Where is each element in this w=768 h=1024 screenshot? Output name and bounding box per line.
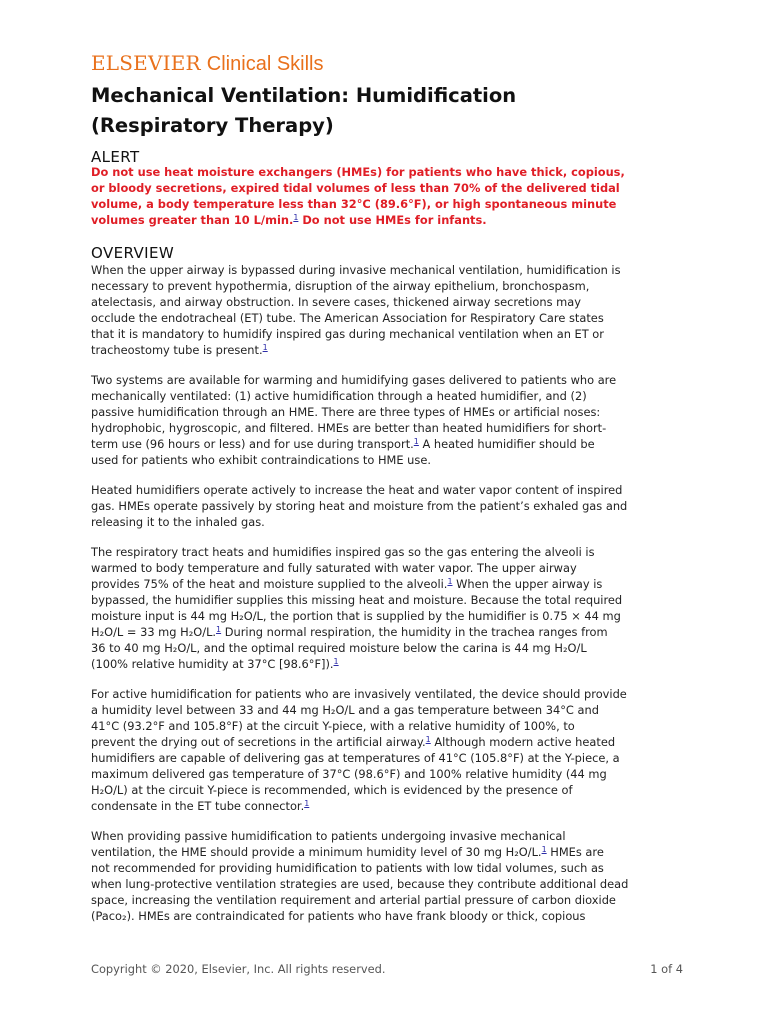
reference-link[interactable]: 1 (447, 577, 453, 587)
page-footer (91, 961, 683, 977)
overview-heading: OVERVIEW (91, 244, 175, 262)
text-line: not recommended for providing humidification to patients with low tidal volumes, such as (91, 861, 604, 875)
overview-paragraph (91, 372, 628, 468)
text-line: H₂O/L) at the circuit Y-piece is recommended, which is evidenced by the presence of (91, 783, 573, 797)
reference-link[interactable]: 1 (293, 213, 299, 223)
text-line: ventilation, the HME should provide a minimum humidity level of 30 mg H₂O/L.$^1$ HMEs are (91, 845, 604, 859)
text-line: hydrophobic, hygroscopic, and filtered. HMEs are better than heated humidifiers for short- (91, 421, 607, 435)
alert-text (91, 164, 625, 228)
text-line: Do not use heat moisture exchangers (HMEs) for patients who have thick, copious, (91, 165, 625, 179)
text-line: passive humidification through an HME. There are three types of HMEs or artificial noses: (91, 405, 601, 419)
reference-superscript (414, 437, 419, 446)
reference-link[interactable]: 1 (304, 799, 310, 809)
text-line: atelectasis, and airway obstruction. In severe cases, thickened airway secretions may (91, 295, 581, 309)
overview-paragraph (91, 482, 628, 530)
text-line: when lung-protective ventilation strategies are used, because they contribute additional dead (91, 877, 629, 891)
text-line: necessary to prevent hypothermia, disruption of the airway epithelium, bronchospasm, (91, 279, 590, 293)
text-line: condensate in the ET tube connector.$^1$ (91, 799, 310, 813)
text-line: releasing it to the inhaled gas. (91, 515, 265, 529)
overview-paragraph (91, 686, 628, 814)
text-line: (100% relative humidity at 37°C [98.6°F]).$^1$ (91, 657, 339, 671)
page-title-line: (Respiratory Therapy) (91, 114, 334, 137)
text-line: used for patients who exhibit contraindications to HME use. (91, 453, 431, 467)
text-line: occlude the endotracheal (ET) tube. The American Association for Respiratory Care states (91, 311, 604, 325)
text-line: or bloody secretions, expired tidal volumes of less than 70% of the delivered tidal (91, 181, 620, 195)
text-line: warmed to body temperature and fully saturated with water vapor. The upper airway (91, 561, 577, 575)
reference-superscript (334, 657, 339, 666)
brand-logo (91, 50, 324, 78)
text-line: moisture input is 44 mg H₂O/L, the portion that is supplied by the humidifier is 0.75 × 44 mg (91, 609, 621, 623)
text-line: mechanically ventilated: (1) active humidification through a heated humidifier, and (2) (91, 389, 587, 403)
reference-superscript (426, 735, 431, 744)
overview-paragraph (91, 544, 628, 672)
text-line: bypassed, the humidifier supplies this missing heat and moisture. Because the total required (91, 593, 623, 607)
text-line: gas. HMEs operate passively by storing heat and moisture from the patient’s exhaled gas and (91, 499, 628, 513)
reference-link[interactable]: 1 (262, 343, 268, 353)
reference-link[interactable]: 1 (413, 437, 419, 447)
text-line: maximum delivered gas temperature of 37°C (98.6°F) and 100% relative humidity (44 mg (91, 767, 607, 781)
brand-name: ELSEVIER (91, 51, 201, 75)
reference-link[interactable]: 1 (216, 625, 222, 635)
reference-link[interactable]: 1 (541, 845, 547, 855)
text-line: provides 75% of the heat and moisture supplied to the alveoli.$^1$ When the upper airway is (91, 577, 603, 591)
page-title-line: Mechanical Ventilation: Humidification (91, 84, 517, 107)
text-line: For active humidification for patients who are invasively ventilated, the device should provide (91, 687, 627, 701)
overview-paragraph (91, 262, 628, 358)
text-line: volumes greater than 10 L/min.$^1$ Do not use HMEs for infants. (91, 213, 487, 227)
overview-paragraph (91, 828, 628, 924)
text-line: When providing passive humidification to patients undergoing invasive mechanical (91, 829, 566, 843)
text-line: The respiratory tract heats and humidifies inspired gas so the gas entering the alveoli is (91, 545, 595, 559)
text-line: a humidity level between 33 and 44 mg H₂O/L and a gas temperature between 34°C and (91, 703, 599, 717)
text-line: term use (96 hours or less) and for use during transport.$^1$ A heated humidifier should be (91, 437, 595, 451)
text-line: humidifiers are capable of delivering gas at temperatures of 41°C (105.8°F) at the Y-piece, a (91, 751, 620, 765)
reference-superscript (447, 577, 452, 586)
reference-link[interactable]: 1 (333, 657, 339, 667)
text-line: When the upper airway is bypassed during invasive mechanical ventilation, humidification is (91, 263, 621, 277)
text-line: that it is mandatory to humidify inspired gas during mechanical ventilation when an ET or (91, 327, 604, 341)
text-line: space, increasing the ventilation requirement and arterial partial pressure of carbon dioxide (91, 893, 616, 907)
text-line: H₂O/L = 33 mg H₂O/L.$^1$ During normal respiration, the humidity in the trachea ranges from (91, 625, 608, 639)
reference-superscript (304, 799, 309, 808)
text-line: Two systems are available for warming and humidifying gases delivered to patients who are (91, 373, 617, 387)
copyright-notice: Copyright © 2020, Elsevier, Inc. All rights reserved. (91, 962, 386, 976)
text-line: 36 to 40 mg H₂O/L, and the optimal required moisture below the carina is 44 mg H₂O/L (91, 641, 587, 655)
page-title (91, 81, 516, 141)
reference-superscript (216, 625, 221, 634)
text-line: Heated humidifiers operate actively to increase the heat and water vapor content of inspired (91, 483, 623, 497)
page-number: 1 of 4 (650, 962, 683, 976)
reference-superscript (293, 213, 298, 222)
alert-heading: ALERT (91, 148, 140, 166)
brand-product: Clinical Skills (206, 53, 324, 75)
text-line: tracheostomy tube is present.$^1$ (91, 343, 268, 357)
reference-superscript (542, 845, 547, 854)
overview-body (91, 262, 628, 938)
text-line: (Paco₂). HMEs are contraindicated for patients who have frank bloody or thick, copious (91, 909, 586, 923)
reference-superscript (263, 343, 268, 352)
reference-link[interactable]: 1 (425, 735, 431, 745)
text-line: 41°C (93.2°F and 105.8°F) at the circuit Y-piece, with a relative humidity of 100%, to (91, 719, 575, 733)
text-line: prevent the drying out of secretions in the artificial airway.$^1$ Although modern active heated (91, 735, 616, 749)
text-line: volume, a body temperature less than 32°C (89.6°F), or high spontaneous minute (91, 197, 617, 211)
